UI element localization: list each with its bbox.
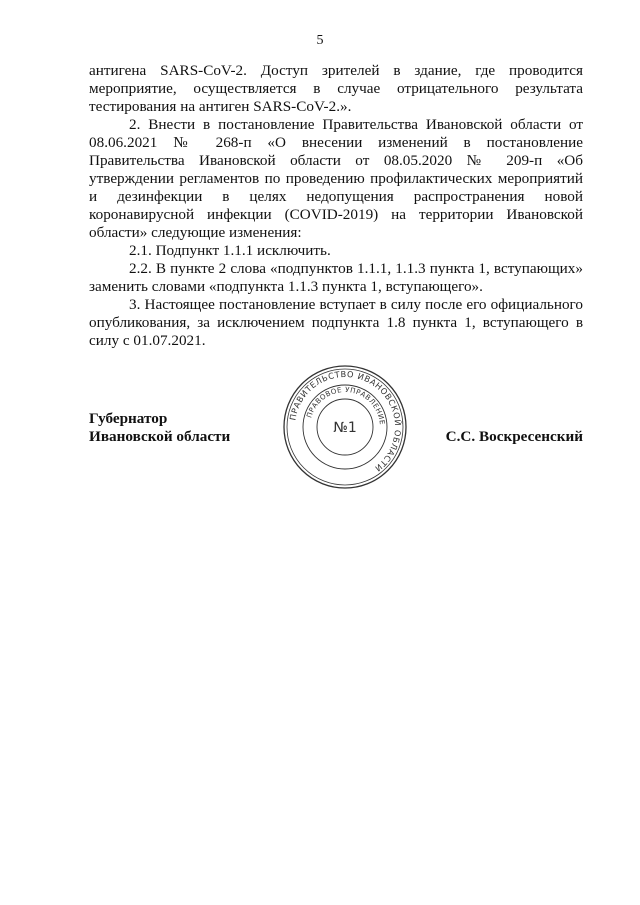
official-seal: [282, 364, 408, 490]
seal-outer-text: ПРАВИТЕЛЬСТВО ИВАНОВСКОЙ ОБЛАСТИ: [287, 368, 404, 475]
paragraph-continuation: антигена SARS-CoV-2. Доступ зрителей в здание, где проводится мероприятие, осуществляется в случае отрицательного результата тестирования на антиген SARS-CoV-2.».: [89, 62, 583, 115]
paragraph-item-2-2: 2.2. В пункте 2 слова «подпунктов 1.1.1, 1.1.3 пункта 1, вступающих» заменить словами «подпункта 1.1.3 пункта 1, вступающего».: [89, 260, 583, 295]
signatory-position-line2: Ивановской области: [89, 428, 231, 445]
seal-center-text: №1: [333, 420, 357, 436]
document-body: [89, 62, 583, 350]
signatory-position-line1: Губернатор: [89, 410, 168, 427]
paragraph-item-2-1: 2.1. Подпункт 1.1.1 исключить.: [129, 242, 331, 259]
signatory-name: С.С. Воскресенский: [445, 428, 583, 445]
page-number: 5: [316, 33, 324, 48]
signatory-position: [89, 410, 230, 446]
paragraph-item-3: 3. Настоящее постановление вступает в силу после его официального опубликования, за исключением подпункта 1.8 пункта 1, вступающего в силу с 01.07.2021.: [89, 296, 583, 349]
seal-inner-text: ПРАВОВОЕ УПРАВЛЕНИЕ: [305, 385, 386, 426]
paragraph-item-2: 2. Внести в постановление Правительства Ивановской области от 08.06.2021 № 268-п «О внесении изменений в постановление Правительства Ивановской области от 08.05.2020 № 209-п «Об утверждении регламентов по проведению профилактических мероприятий и дезинфекции в целях недопущения распространения новой коронавирусной инфекции (COVID-2019) на территории Ивановской области» следующие изменения:: [89, 116, 583, 241]
